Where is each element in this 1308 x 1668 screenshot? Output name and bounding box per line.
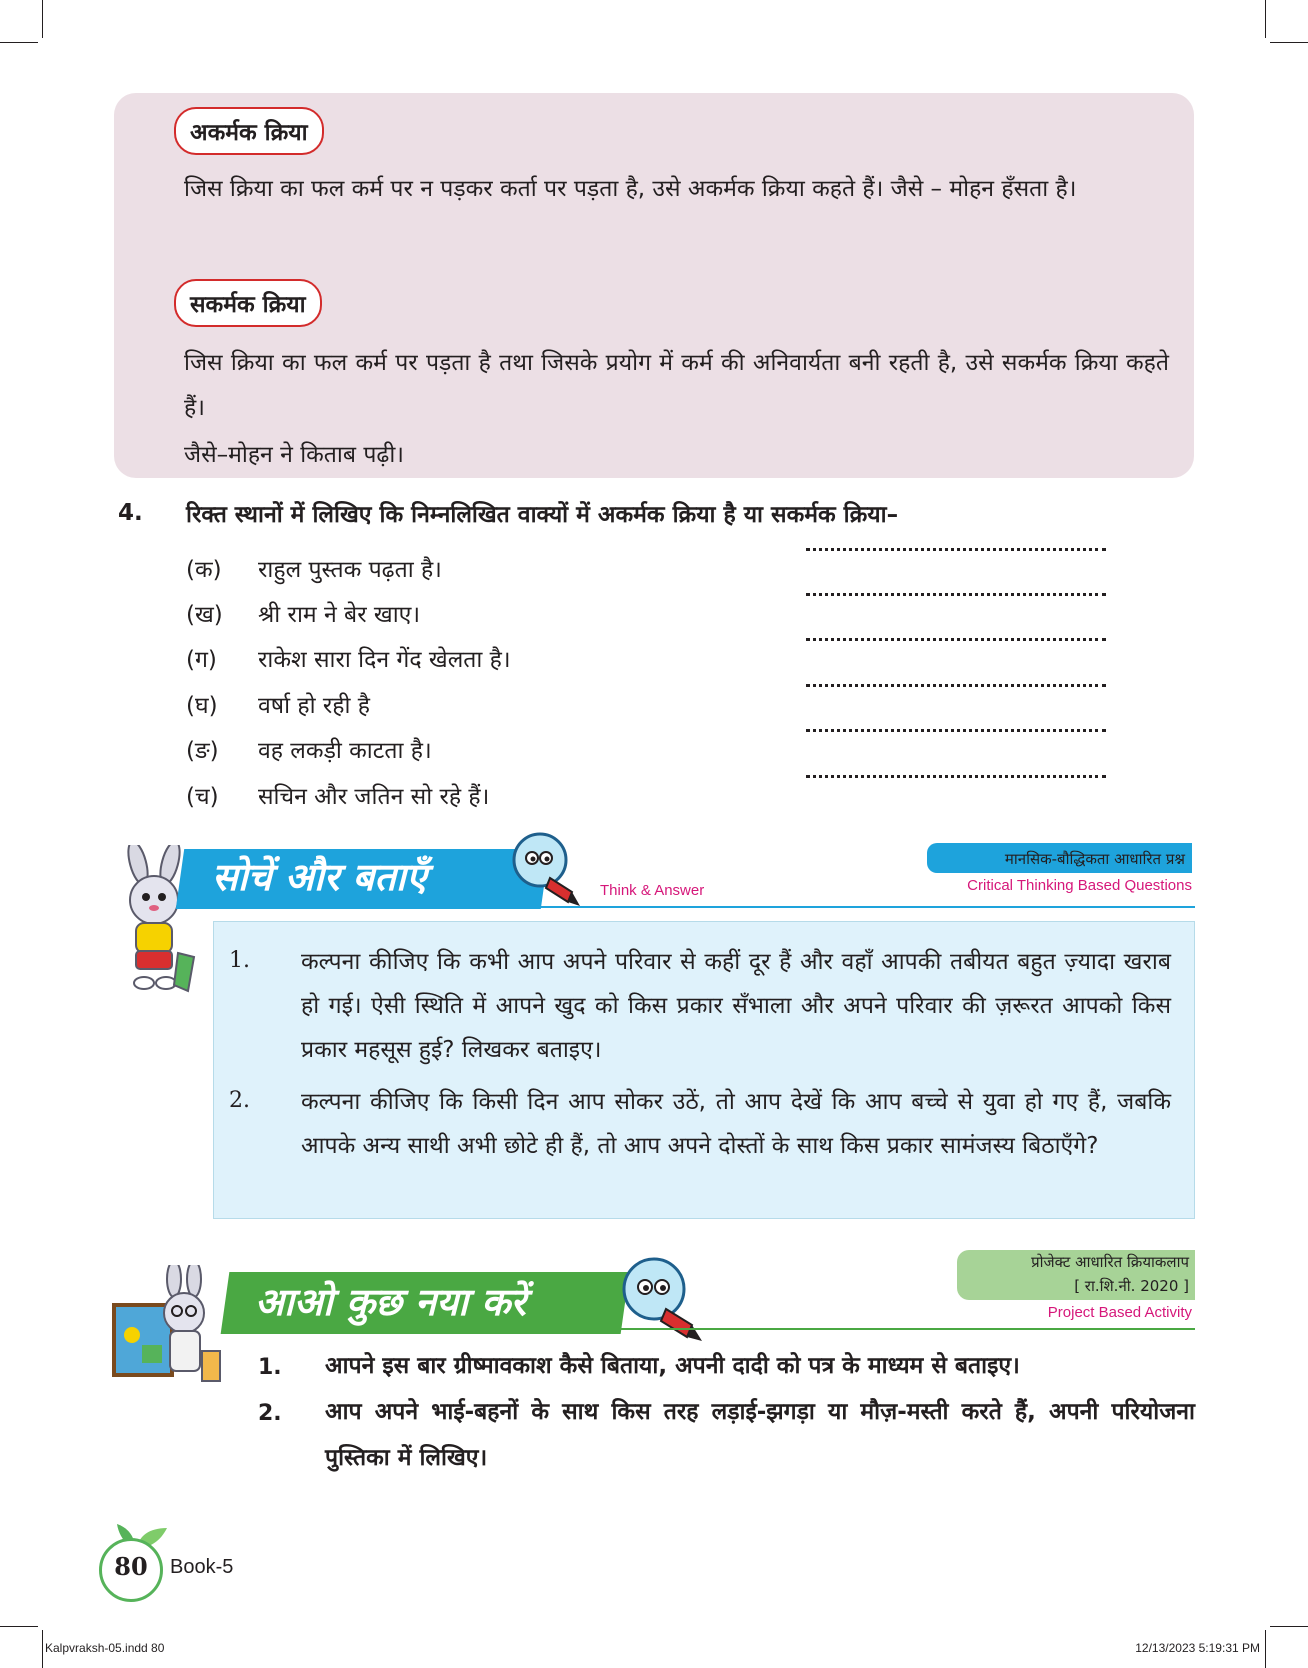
crop-mark (0, 1626, 38, 1627)
pencil-mascot-icon (510, 830, 585, 910)
item-label: (च) (186, 784, 219, 810)
project-tag-hindi: प्रोजेक्ट आधारित क्रियाकलाप (1031, 1253, 1189, 1271)
answer-blank[interactable] (806, 638, 1106, 641)
project-item-text: आपने इस बार ग्रीष्मावकाश कैसे बिताया, अपनी दादी को पत्र के माध्यम से बताइए। (325, 1353, 1020, 1379)
crop-mark (1265, 1630, 1266, 1668)
think-q1-number: 1. (229, 948, 250, 973)
crop-mark (42, 0, 43, 38)
answer-blank[interactable] (806, 684, 1106, 687)
sakarmak-definition: जिस क्रिया का फल कर्म पर पड़ता है तथा जिसके प्रयोग में कर्म की अनिवार्यता बनी रहती है, उसे सकर्मक क्रिया कहते हैं। (184, 350, 1169, 421)
item-label: (ख) (186, 602, 223, 628)
think-q2-number: 2. (229, 1088, 250, 1113)
item-label: (घ) (186, 693, 218, 719)
think-questions-box (213, 921, 1195, 1219)
project-item-text: आप अपने भाई-बहनों के साथ किस तरह लड़ाई-झगड़ा या मौज़-मस्ती करते हैं, अपनी परियोजना पुस्तिका में लिखिए। (325, 1399, 1195, 1471)
think-q2-text: कल्पना कीजिए कि किसी दिन आप सोकर उठें, तो आप देखें कि आप बच्चे से युवा हो गए हैं, जबकि आपके अन्य साथी अभी छोटे ही हैं, तो आप अपने दोस्तों के साथ किस प्रकार सामंजस्य बिठाएँगे? (301, 1089, 1171, 1159)
think-tag-english: Critical Thinking Based Questions (967, 877, 1192, 894)
answer-blank[interactable] (806, 729, 1106, 732)
pencil-mascot-icon (620, 1255, 710, 1345)
akarmak-title: अकर्मक क्रिया (174, 107, 324, 155)
answer-blank[interactable] (806, 593, 1106, 596)
project-item-number: 1. (258, 1355, 282, 1380)
question-text: रिक्त स्थानों में लिखिए कि निम्नलिखित वाक्यों में अकर्मक क्रिया है या सकर्मक क्रिया– (186, 502, 899, 528)
akarmak-definition: जिस क्रिया का फल कर्म पर न पड़कर कर्ता पर पड़ता है, उसे अकर्मक क्रिया कहते हैं। जैसे – मोहन हँसता है। (184, 176, 1077, 202)
item-label: (क) (186, 557, 222, 583)
item-label: (ङ) (186, 738, 219, 764)
sakarmak-example: जैसे–मोहन ने किताब पढ़ी। (184, 442, 405, 468)
item-sentence: वर्षा हो रही है (258, 693, 370, 719)
think-tag-hindi: मानसिक-बौद्धिकता आधारित प्रश्न (1004, 850, 1185, 868)
project-title: आओ कुछ नया करें (255, 1280, 526, 1324)
item-sentence: वह लकड़ी काटता है। (258, 738, 432, 764)
project-divider (620, 1328, 1195, 1330)
think-subtitle: Think & Answer (600, 882, 705, 899)
answer-blank[interactable] (806, 775, 1106, 778)
crop-mark (1270, 1626, 1308, 1627)
item-sentence: श्री राम ने बेर खाए। (258, 602, 421, 628)
crop-mark (42, 1630, 43, 1668)
item-sentence: सचिन और जतिन सो रहे हैं। (258, 784, 490, 810)
item-sentence: राकेश सारा दिन गेंद खेलता है। (258, 647, 511, 673)
crop-mark (1270, 42, 1308, 43)
project-tag-ref: [ रा.शि.नी. 2020 ] (1074, 1277, 1189, 1295)
print-file-label: Kalpvraksh-05.indd 80 (45, 1641, 165, 1655)
question-number: 4. (118, 500, 143, 526)
think-q1-text: कल्पना कीजिए कि कभी आप अपने परिवार से कहीं दूर हैं और वहाँ आपकी तबीयत बहुत ज़्यादा खराब हो गई। ऐसी स्थिति में आपने खुद को किस प्रकार सँभाला और अपने परिवार की ज़रूरत आपको किस प्रकार महसूस हुई? लिखकर बताइए। (301, 949, 1171, 1063)
crop-mark (0, 42, 38, 43)
book-label: Book-5 (170, 1556, 234, 1578)
crop-mark (1265, 0, 1266, 38)
item-sentence: राहुल पुस्तक पढ़ता है। (258, 557, 442, 583)
think-divider (540, 906, 1195, 908)
sakarmak-title: सकर्मक क्रिया (174, 279, 322, 327)
think-title: सोचें और बताएँ (212, 855, 427, 899)
project-item-number: 2. (258, 1401, 282, 1426)
answer-blank[interactable] (806, 548, 1106, 551)
artist-rabbit-icon (112, 1265, 227, 1390)
page-number: 80 (114, 1552, 148, 1581)
print-timestamp: 12/13/2023 5:19:31 PM (1135, 1641, 1260, 1655)
item-label: (ग) (186, 647, 217, 673)
definition-box (114, 93, 1194, 478)
project-tag-english: Project Based Activity (1047, 1304, 1192, 1321)
